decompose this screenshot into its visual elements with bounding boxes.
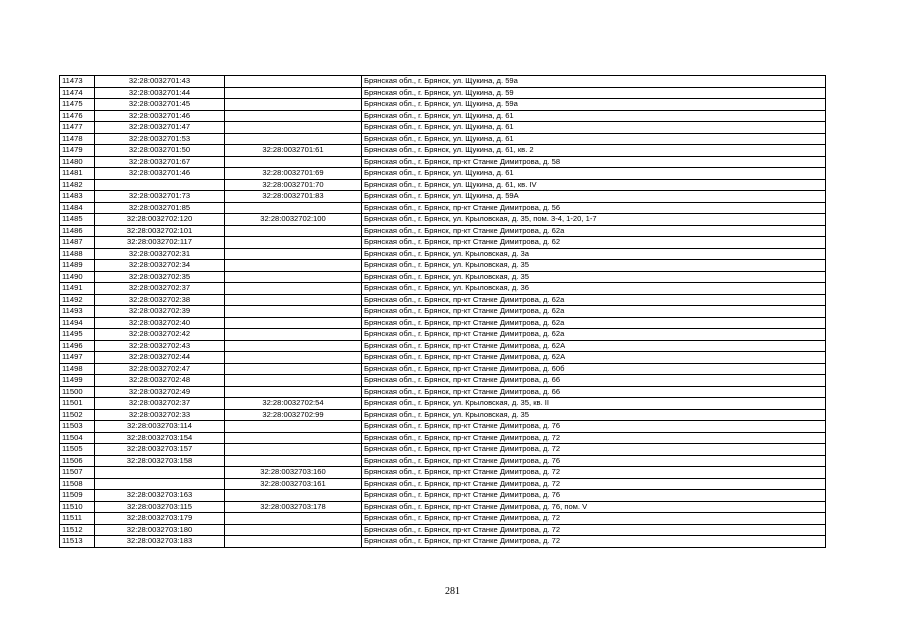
address-cell: Брянская обл., г. Брянск, пр-кт Станке Димитрова, д. 60б <box>362 363 826 375</box>
linked-cadastral-number-cell <box>225 202 362 214</box>
table-row <box>60 237 826 249</box>
cadastral-number-cell: 32:28:0032702:37 <box>95 398 225 410</box>
table-row <box>60 352 826 364</box>
row-number-cell: 11508 <box>60 478 95 490</box>
address-cell: Брянская обл., г. Брянск, пр-кт Станке Димитрова, д. 72 <box>362 444 826 456</box>
linked-cadastral-number-cell <box>225 294 362 306</box>
linked-cadastral-number-cell <box>225 524 362 536</box>
cadastral-number-cell: 32:28:0032703:163 <box>95 490 225 502</box>
linked-cadastral-number-cell <box>225 490 362 502</box>
linked-cadastral-number-cell: 32:28:0032701:70 <box>225 179 362 191</box>
address-cell: Брянская обл., г. Брянск, ул. Щукина, д. 59а <box>362 99 826 111</box>
linked-cadastral-number-cell <box>225 352 362 364</box>
linked-cadastral-number-cell <box>225 421 362 433</box>
row-number-cell: 11486 <box>60 225 95 237</box>
linked-cadastral-number-cell <box>225 76 362 88</box>
table-row <box>60 122 826 134</box>
table-row <box>60 444 826 456</box>
address-cell: Брянская обл., г. Брянск, ул. Щукина, д. 59 <box>362 87 826 99</box>
linked-cadastral-number-cell: 32:28:0032701:83 <box>225 191 362 203</box>
cadastral-number-cell: 32:28:0032701:53 <box>95 133 225 145</box>
row-number-cell: 11510 <box>60 501 95 513</box>
row-number-cell: 11511 <box>60 513 95 525</box>
cadastral-number-cell: 32:28:0032703:179 <box>95 513 225 525</box>
table-row <box>60 501 826 513</box>
linked-cadastral-number-cell <box>225 329 362 341</box>
row-number-cell: 11490 <box>60 271 95 283</box>
row-number-cell: 11509 <box>60 490 95 502</box>
linked-cadastral-number-cell: 32:28:0032701:61 <box>225 145 362 157</box>
cadastral-number-cell: 32:28:0032702:33 <box>95 409 225 421</box>
linked-cadastral-number-cell <box>225 444 362 456</box>
linked-cadastral-number-cell: 32:28:0032703:178 <box>225 501 362 513</box>
address-cell: Брянская обл., г. Брянск, пр-кт Станке Димитрова, д. 56 <box>362 202 826 214</box>
row-number-cell: 11473 <box>60 76 95 88</box>
row-number-cell: 11491 <box>60 283 95 295</box>
table-row <box>60 99 826 111</box>
row-number-cell: 11496 <box>60 340 95 352</box>
cadastral-number-cell: 32:28:0032701:47 <box>95 122 225 134</box>
cadastral-number-cell: 32:28:0032702:42 <box>95 329 225 341</box>
table-row <box>60 478 826 490</box>
table-row <box>60 214 826 226</box>
address-cell: Брянская обл., г. Брянск, ул. Крыловская, д. 35 <box>362 271 826 283</box>
row-number-cell: 11488 <box>60 248 95 260</box>
table-row <box>60 87 826 99</box>
address-cell: Брянская обл., г. Брянск, пр-кт Станке Димитрова, д. 76 <box>362 490 826 502</box>
row-number-cell: 11506 <box>60 455 95 467</box>
address-cell: Брянская обл., г. Брянск, пр-кт Станке Димитрова, д. 76 <box>362 455 826 467</box>
linked-cadastral-number-cell <box>225 99 362 111</box>
cadastral-number-cell: 32:28:0032702:34 <box>95 260 225 272</box>
address-cell: Брянская обл., г. Брянск, пр-кт Станке Димитрова, д. 66 <box>362 375 826 387</box>
address-cell: Брянская обл., г. Брянск, пр-кт Станке Димитрова, д. 72 <box>362 478 826 490</box>
cadastral-number-cell: 32:28:0032702:120 <box>95 214 225 226</box>
row-number-cell: 11477 <box>60 122 95 134</box>
linked-cadastral-number-cell <box>225 306 362 318</box>
registry-table-body <box>60 76 826 548</box>
address-cell: Брянская обл., г. Брянск, ул. Крыловская, д. 35, пом. 3-4, 1-20, 1-7 <box>362 214 826 226</box>
address-cell: Брянская обл., г. Брянск, ул. Крыловская, д. 35 <box>362 409 826 421</box>
address-cell: Брянская обл., г. Брянск, ул. Щукина, д. 61 <box>362 110 826 122</box>
row-number-cell: 11495 <box>60 329 95 341</box>
cadastral-number-cell: 32:28:0032701:73 <box>95 191 225 203</box>
linked-cadastral-number-cell: 32:28:0032702:99 <box>225 409 362 421</box>
row-number-cell: 11476 <box>60 110 95 122</box>
linked-cadastral-number-cell <box>225 363 362 375</box>
table-row <box>60 329 826 341</box>
cadastral-number-cell: 32:28:0032703:114 <box>95 421 225 433</box>
row-number-cell: 11480 <box>60 156 95 168</box>
address-cell: Брянская обл., г. Брянск, пр-кт Станке Димитрова, д. 66 <box>362 386 826 398</box>
address-cell: Брянская обл., г. Брянск, пр-кт Станке Димитрова, д. 72 <box>362 524 826 536</box>
address-cell: Брянская обл., г. Брянск, пр-кт Станке Димитрова, д. 62а <box>362 294 826 306</box>
page-number: 281 <box>445 586 460 597</box>
table-row <box>60 225 826 237</box>
table-row <box>60 409 826 421</box>
table-row <box>60 110 826 122</box>
cadastral-number-cell: 32:28:0032701:43 <box>95 76 225 88</box>
cadastral-number-cell: 32:28:0032701:67 <box>95 156 225 168</box>
row-number-cell: 11474 <box>60 87 95 99</box>
address-cell: Брянская обл., г. Брянск, ул. Щукина, д. 61, кв. 2 <box>362 145 826 157</box>
row-number-cell: 11483 <box>60 191 95 203</box>
linked-cadastral-number-cell: 32:28:0032702:100 <box>225 214 362 226</box>
address-cell: Брянская обл., г. Брянск, пр-кт Станке Димитрова, д. 76, пом. V <box>362 501 826 513</box>
cadastral-number-cell: 32:28:0032702:43 <box>95 340 225 352</box>
address-cell: Брянская обл., г. Брянск, пр-кт Станке Димитрова, д. 62 <box>362 237 826 249</box>
address-cell: Брянская обл., г. Брянск, пр-кт Станке Димитрова, д. 72 <box>362 513 826 525</box>
row-number-cell: 11479 <box>60 145 95 157</box>
table-row <box>60 536 826 548</box>
linked-cadastral-number-cell <box>225 375 362 387</box>
row-number-cell: 11512 <box>60 524 95 536</box>
linked-cadastral-number-cell <box>225 340 362 352</box>
table-row <box>60 168 826 180</box>
cadastral-number-cell: 32:28:0032702:38 <box>95 294 225 306</box>
linked-cadastral-number-cell <box>225 248 362 260</box>
row-number-cell: 11494 <box>60 317 95 329</box>
address-cell: Брянская обл., г. Брянск, ул. Крыловская, д. 35 <box>362 260 826 272</box>
table-row <box>60 513 826 525</box>
cadastral-number-cell <box>95 467 225 479</box>
table-row <box>60 524 826 536</box>
address-cell: Брянская обл., г. Брянск, пр-кт Станке Димитрова, д. 72 <box>362 467 826 479</box>
table-row <box>60 386 826 398</box>
row-number-cell: 11475 <box>60 99 95 111</box>
linked-cadastral-number-cell <box>225 283 362 295</box>
table-row <box>60 191 826 203</box>
cadastral-number-cell <box>95 179 225 191</box>
linked-cadastral-number-cell <box>225 386 362 398</box>
row-number-cell: 11497 <box>60 352 95 364</box>
table-row <box>60 317 826 329</box>
table-row <box>60 260 826 272</box>
cadastral-number-cell: 32:28:0032703:154 <box>95 432 225 444</box>
table-row <box>60 398 826 410</box>
address-cell: Брянская обл., г. Брянск, ул. Щукина, д. 61 <box>362 168 826 180</box>
cadastral-number-cell: 32:28:0032702:47 <box>95 363 225 375</box>
table-row <box>60 202 826 214</box>
address-cell: Брянская обл., г. Брянск, пр-кт Станке Димитрова, д. 58 <box>362 156 826 168</box>
table-row <box>60 363 826 375</box>
registry-table <box>59 75 826 548</box>
cadastral-number-cell: 32:28:0032702:44 <box>95 352 225 364</box>
address-cell: Брянская обл., г. Брянск, ул. Щукина, д. 59А <box>362 191 826 203</box>
row-number-cell: 11498 <box>60 363 95 375</box>
row-number-cell: 11507 <box>60 467 95 479</box>
cadastral-number-cell: 32:28:0032702:49 <box>95 386 225 398</box>
table-row <box>60 145 826 157</box>
linked-cadastral-number-cell <box>225 513 362 525</box>
table-row <box>60 375 826 387</box>
address-cell: Брянская обл., г. Брянск, пр-кт Станке Димитрова, д. 62а <box>362 225 826 237</box>
table-row <box>60 76 826 88</box>
cadastral-number-cell: 32:28:0032701:45 <box>95 99 225 111</box>
cadastral-number-cell: 32:28:0032702:101 <box>95 225 225 237</box>
linked-cadastral-number-cell <box>225 260 362 272</box>
row-number-cell: 11501 <box>60 398 95 410</box>
table-row <box>60 271 826 283</box>
row-number-cell: 11504 <box>60 432 95 444</box>
linked-cadastral-number-cell <box>225 133 362 145</box>
row-number-cell: 11505 <box>60 444 95 456</box>
address-cell: Брянская обл., г. Брянск, ул. Щукина, д. 59а <box>362 76 826 88</box>
linked-cadastral-number-cell <box>225 317 362 329</box>
address-cell: Брянская обл., г. Брянск, ул. Крыловская, д. 35, кв. II <box>362 398 826 410</box>
row-number-cell: 11482 <box>60 179 95 191</box>
table-row <box>60 455 826 467</box>
linked-cadastral-number-cell <box>225 237 362 249</box>
row-number-cell: 11478 <box>60 133 95 145</box>
table-row <box>60 421 826 433</box>
cadastral-number-cell: 32:28:0032701:50 <box>95 145 225 157</box>
cadastral-number-cell: 32:28:0032703:158 <box>95 455 225 467</box>
cadastral-number-cell: 32:28:0032701:85 <box>95 202 225 214</box>
linked-cadastral-number-cell <box>225 110 362 122</box>
address-cell: Брянская обл., г. Брянск, пр-кт Станке Димитрова, д. 76 <box>362 421 826 433</box>
address-cell: Брянская обл., г. Брянск, пр-кт Станке Димитрова, д. 62а <box>362 317 826 329</box>
linked-cadastral-number-cell: 32:28:0032703:160 <box>225 467 362 479</box>
linked-cadastral-number-cell <box>225 536 362 548</box>
row-number-cell: 11489 <box>60 260 95 272</box>
cadastral-number-cell: 32:28:0032703:183 <box>95 536 225 548</box>
row-number-cell: 11493 <box>60 306 95 318</box>
address-cell: Брянская обл., г. Брянск, ул. Щукина, д. 61 <box>362 122 826 134</box>
table-row <box>60 306 826 318</box>
row-number-cell: 11492 <box>60 294 95 306</box>
table-row <box>60 283 826 295</box>
linked-cadastral-number-cell <box>225 271 362 283</box>
table-row <box>60 156 826 168</box>
cadastral-number-cell: 32:28:0032702:40 <box>95 317 225 329</box>
address-cell: Брянская обл., г. Брянск, пр-кт Станке Димитрова, д. 72 <box>362 536 826 548</box>
row-number-cell: 11481 <box>60 168 95 180</box>
table-row <box>60 294 826 306</box>
table-row <box>60 467 826 479</box>
linked-cadastral-number-cell <box>225 455 362 467</box>
table-row <box>60 432 826 444</box>
cadastral-number-cell: 32:28:0032703:115 <box>95 501 225 513</box>
address-cell: Брянская обл., г. Брянск, ул. Щукина, д. 61, кв. IV <box>362 179 826 191</box>
table-row <box>60 248 826 260</box>
row-number-cell: 11499 <box>60 375 95 387</box>
row-number-cell: 11503 <box>60 421 95 433</box>
linked-cadastral-number-cell: 32:28:0032703:161 <box>225 478 362 490</box>
cadastral-number-cell: 32:28:0032702:31 <box>95 248 225 260</box>
linked-cadastral-number-cell <box>225 156 362 168</box>
cadastral-number-cell: 32:28:0032702:37 <box>95 283 225 295</box>
cadastral-number-cell: 32:28:0032701:44 <box>95 87 225 99</box>
cadastral-number-cell: 32:28:0032702:48 <box>95 375 225 387</box>
address-cell: Брянская обл., г. Брянск, пр-кт Станке Димитрова, д. 62А <box>362 340 826 352</box>
cadastral-number-cell: 32:28:0032703:157 <box>95 444 225 456</box>
row-number-cell: 11485 <box>60 214 95 226</box>
address-cell: Брянская обл., г. Брянск, пр-кт Станке Димитрова, д. 62а <box>362 329 826 341</box>
table-row <box>60 179 826 191</box>
address-cell: Брянская обл., г. Брянск, пр-кт Станке Димитрова, д. 62а <box>362 306 826 318</box>
row-number-cell: 11513 <box>60 536 95 548</box>
table-row <box>60 340 826 352</box>
cadastral-number-cell: 32:28:0032701:46 <box>95 168 225 180</box>
table-row <box>60 133 826 145</box>
address-cell: Брянская обл., г. Брянск, пр-кт Станке Димитрова, д. 62А <box>362 352 826 364</box>
linked-cadastral-number-cell <box>225 225 362 237</box>
row-number-cell: 11502 <box>60 409 95 421</box>
address-cell: Брянская обл., г. Брянск, пр-кт Станке Димитрова, д. 72 <box>362 432 826 444</box>
row-number-cell: 11500 <box>60 386 95 398</box>
cadastral-number-cell <box>95 478 225 490</box>
table-row <box>60 490 826 502</box>
cadastral-number-cell: 32:28:0032703:180 <box>95 524 225 536</box>
address-cell: Брянская обл., г. Брянск, ул. Крыловская, д. 3а <box>362 248 826 260</box>
linked-cadastral-number-cell: 32:28:0032702:54 <box>225 398 362 410</box>
cadastral-number-cell: 32:28:0032701:46 <box>95 110 225 122</box>
cadastral-number-cell: 32:28:0032702:117 <box>95 237 225 249</box>
cadastral-number-cell: 32:28:0032702:39 <box>95 306 225 318</box>
linked-cadastral-number-cell <box>225 432 362 444</box>
row-number-cell: 11484 <box>60 202 95 214</box>
linked-cadastral-number-cell: 32:28:0032701:69 <box>225 168 362 180</box>
linked-cadastral-number-cell <box>225 87 362 99</box>
address-cell: Брянская обл., г. Брянск, ул. Щукина, д. 61 <box>362 133 826 145</box>
address-cell: Брянская обл., г. Брянск, ул. Крыловская, д. 36 <box>362 283 826 295</box>
cadastral-number-cell: 32:28:0032702:35 <box>95 271 225 283</box>
row-number-cell: 11487 <box>60 237 95 249</box>
linked-cadastral-number-cell <box>225 122 362 134</box>
